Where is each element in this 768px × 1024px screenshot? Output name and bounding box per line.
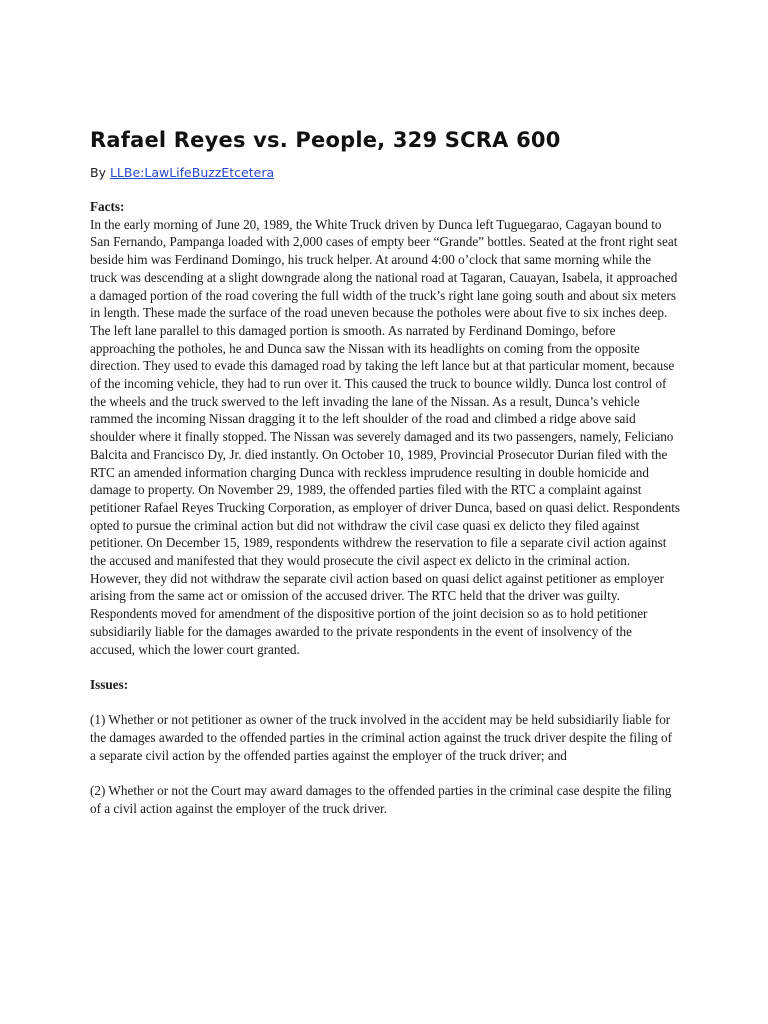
author-link[interactable]: LLBe:LawLifeBuzzEtcetera — [109, 165, 275, 180]
issue-item-1: (1) Whether or not petitioner as owner of the truck involved in the accident may be held subsidiarily liable for the damages awarded to the offended parties in the criminal action against the truck driver despite the filing of a separate civil action by the offended parties against the employer of the truck driver; and — [90, 712, 673, 763]
byline — [90, 164, 680, 182]
section-spacer — [90, 658, 680, 676]
section-spacer — [90, 694, 680, 712]
page-title: Rafael Reyes vs. People, 329 SCRA 600 — [90, 128, 561, 152]
issue-item-2: (2) Whether or not the Court may award damages to the offended parties in the criminal case despite the filing of a civil action against the employer of the truck driver. — [90, 783, 672, 816]
facts-paragraph: In the early morning of June 20, 1989, the White Truck driven by Dunca left Tuguegarao, Cagayan bound to San Fernando, Pampanga loaded with 2,000 cases of empty beer “Grande” bottles. Seated at the front right seat beside him was Ferdinand Domingo, his truck helper. At around 4:00 o’clock that same morning while the truck was descending at a slight downgrade along the national road at Tagaran, Cauayan, Isabela, it approached a damaged portion of the road covering the full width of the truck’s right lane going south and about six meters in length. These made the surface of the road uneven because the potholes were about five to six inches deep. The left lane parallel to this damaged portion is smooth. As narrated by Ferdinand Domingo, before approaching the potholes, he and Dunca saw the Nissan with its headlights on coming from the opposite direction. They used to evade this damaged road by taking the left lance but at that particular moment, because of the incoming vehicle, they had to run over it. This caused the truck to bounce wildly. Dunca lost control of the wheels and the truck swerved to the left invading the lane of the Nissan. As a result, Dunca’s vehicle rammed the incoming Nissan dragging it to the left shoulder of the road and climbed a ridge above said shoulder where it finally stopped. The Nissan was severely damaged and its two passengers, namely, Feliciano Balcita and Francisco Dy, Jr. died instantly. On October 10, 1989, Provincial Prosecutor Durian filed with the RTC an amended information charging Dunca with reckless imprudence resulting in double homicide and damage to property. On November 29, 1989, the offended parties filed with the RTC a complaint against petitioner Rafael Reyes Trucking Corporation, as employer of driver Dunca, based on quasi delict. Respondents opted to pursue the criminal action but did not withdraw the civil case quasi ex delicto they filed against petitioner. On December 15, 1989, respondents withdrew the reservation to file a separate civil action against the accused and manifested that they would prosecute the civil aspect ex delicto in the criminal action. However, they did not withdraw the separate civil action based on quasi delict against petitioner as employer arising from the same act or omission of the accused driver. The RTC held that the driver was guilty. Respondents moved for amendment of the dispositive portion of the joint decision so as to hold petitioner subsidiarily liable for the damages awarded to the private respondents in the event of insolvency of the accused, which the lower court granted. — [90, 216, 681, 657]
byline-prefix: By — [90, 165, 106, 180]
facts-heading: Facts: — [90, 199, 125, 214]
issues-heading: Issues: — [90, 676, 129, 692]
section-spacer — [90, 764, 680, 782]
document-page — [90, 126, 680, 818]
document-body — [90, 198, 680, 818]
